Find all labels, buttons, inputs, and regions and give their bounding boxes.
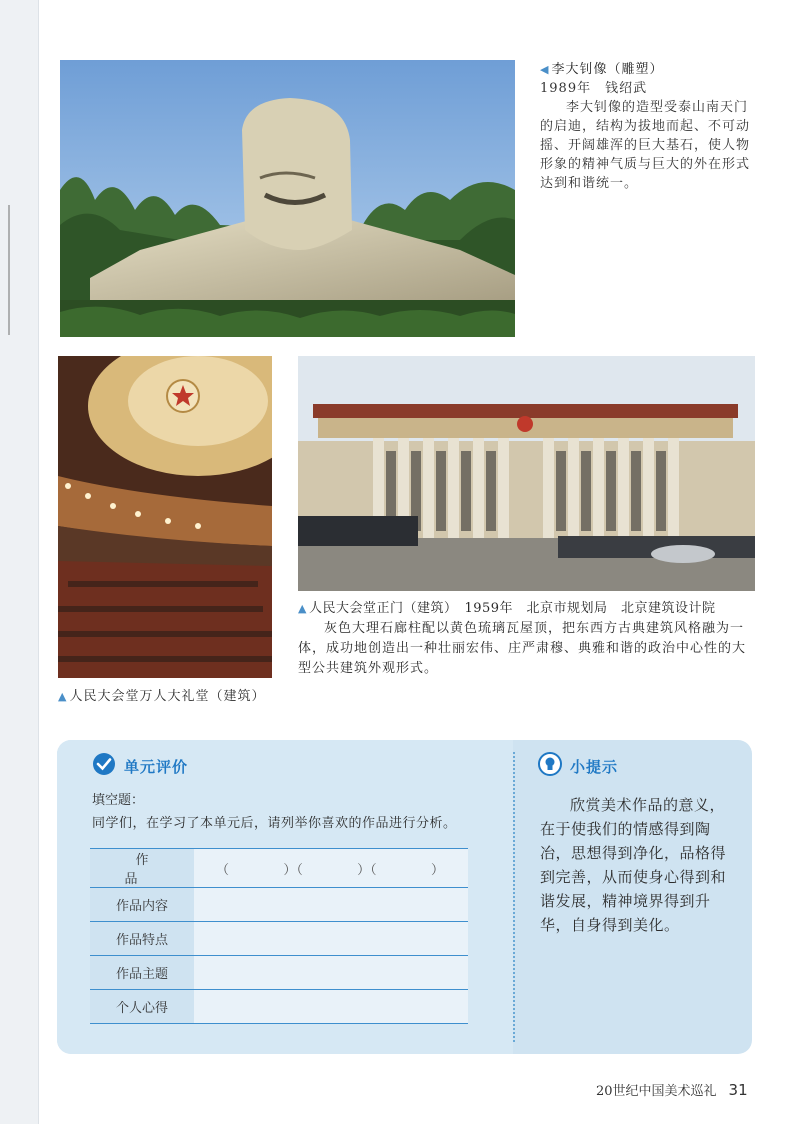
caption-triangle-icon: ◀	[540, 63, 550, 76]
reflection-fill-cell[interactable]	[194, 990, 468, 1024]
sculpture-title: 李大钊像（雕塑）	[551, 62, 664, 77]
great-hall-description: 灰色大理石廊柱配以黄色琉璃瓦屋顶，把东西方古典建筑风格融为一体，成功地创造出一种壮丽宏伟、庄严肃穆、典雅和谐的政治中心性的大型公共建筑外观形式。	[298, 621, 747, 676]
fill-in-label: 填空题：	[92, 793, 145, 808]
tips-heading	[538, 752, 618, 780]
tips-text: 欣赏美术作品的意义，在于使我们的情感得到陶冶，思想得到净化，品格得到完善，从而使身心得到和谐发展，精神境界得到升华，自身得到美化。	[540, 796, 727, 934]
book-title: 20世纪中国美术巡礼	[596, 1084, 717, 1099]
content-fill-cell[interactable]	[194, 888, 468, 922]
evaluation-table	[90, 848, 468, 1024]
paren-close: ）	[430, 862, 444, 878]
auditorium-title: 人民大会堂万人大礼堂（建筑）	[69, 689, 266, 704]
works-fill-cell[interactable]	[194, 849, 468, 888]
auditorium-caption	[58, 685, 265, 704]
paren-open: （	[216, 862, 230, 878]
features-fill-cell[interactable]	[194, 922, 468, 956]
check-leaf-icon	[92, 752, 116, 780]
caption-triangle-icon: ▲	[58, 690, 68, 703]
binding-mark	[8, 205, 10, 335]
table-row	[90, 990, 468, 1024]
li-dazhao-sculpture-photo	[60, 60, 515, 337]
row-label-content: 作品内容	[90, 888, 194, 922]
paren-mid: ）（	[283, 862, 303, 878]
great-hall-caption	[298, 599, 758, 679]
row-label-theme: 作品主题	[90, 956, 194, 990]
table-row	[90, 956, 468, 990]
paren-mid: ）（	[357, 862, 377, 878]
table-row	[90, 922, 468, 956]
row-label-work: 作 品	[90, 849, 194, 888]
lightbulb-icon	[538, 752, 562, 780]
auditorium-photo	[58, 356, 272, 678]
great-hall-title: 人民大会堂正门（建筑） 1959年 北京市规划局 北京建筑设计院	[308, 601, 716, 616]
sculpture-caption	[540, 60, 760, 193]
unit-evaluation-title: 单元评价	[124, 757, 189, 776]
fill-in-instruction: 同学们，在学习了本单元后，请列举你喜欢的作品进行分析。	[92, 816, 457, 831]
page-footer	[596, 1080, 748, 1099]
great-hall-photo	[298, 356, 755, 591]
row-label-features: 作品特点	[90, 922, 194, 956]
table-row	[90, 849, 468, 888]
panel-divider	[513, 752, 515, 1042]
page-margin	[0, 0, 39, 1124]
tips-title: 小提示	[570, 757, 619, 776]
caption-triangle-icon: ▲	[298, 602, 307, 615]
unit-evaluation-heading	[92, 752, 188, 780]
page-number: 31	[728, 1081, 748, 1099]
theme-fill-cell[interactable]	[194, 956, 468, 990]
paren-placeholders	[194, 859, 468, 878]
row-label-reflection: 个人心得	[90, 990, 194, 1024]
sculpture-meta: 1989年 钱绍武	[540, 81, 648, 96]
table-row	[90, 888, 468, 922]
sculpture-description: 李大钊像的造型受泰山南天门的启迪，结构为拔地而起、不可动摇、开阔雄浑的巨大基石，使人物形象的精神气质与巨大的外在形式达到和谐统一。	[540, 100, 751, 191]
